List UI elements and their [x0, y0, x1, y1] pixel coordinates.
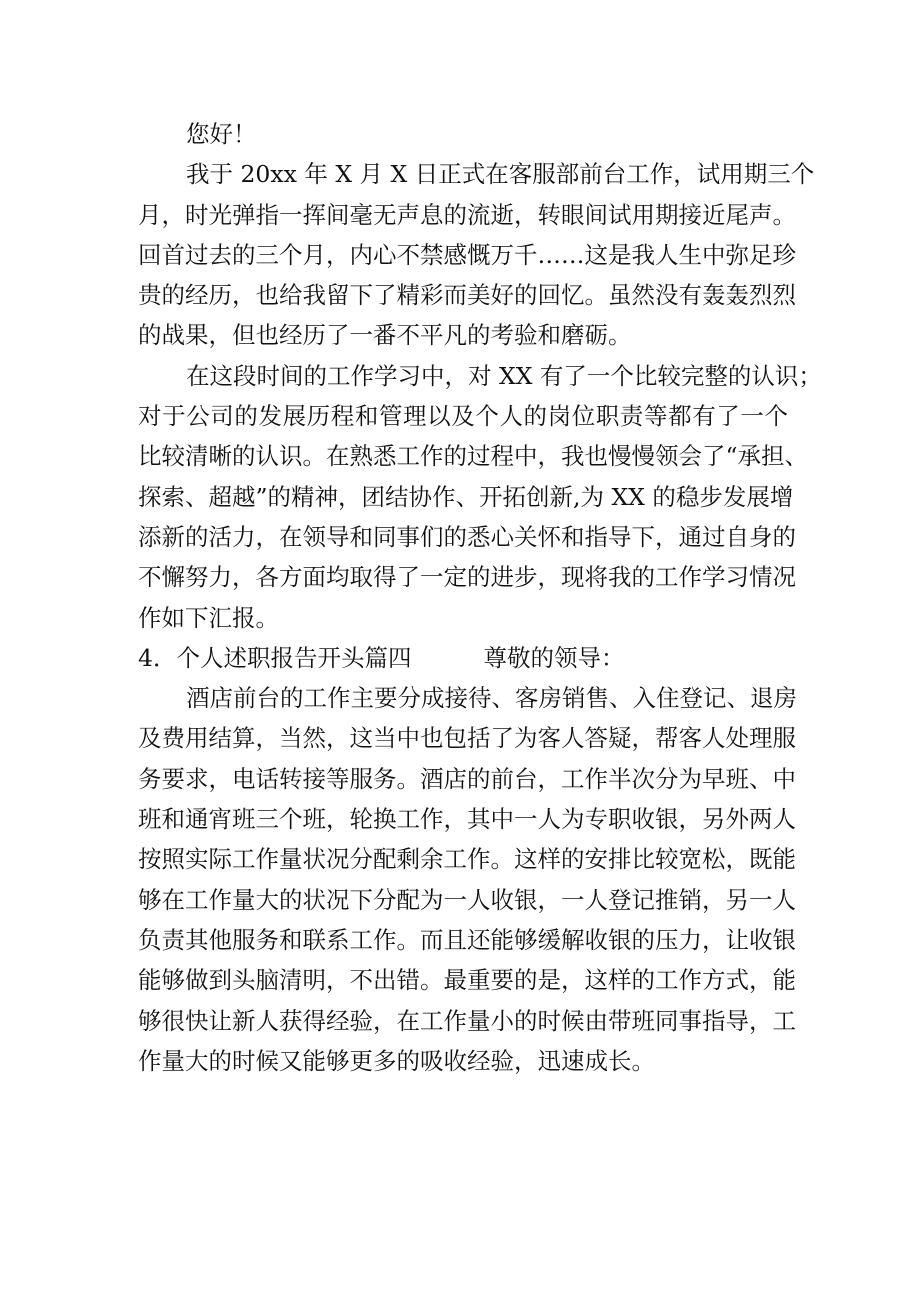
paragraph-line: 比较清晰的认识。在熟悉工作的过程中，我也慢慢领会了“承担、	[138, 442, 809, 471]
section-heading: 4．个人述职报告开头篇四	[138, 643, 412, 672]
paragraph-line: 及费用结算，当然，这当中也包括了为客人答疑，帮客人处理服	[138, 724, 796, 753]
paragraph-line: 能够做到头脑清明，不出错。最重要的是，这样的工作方式，能	[138, 966, 796, 995]
paragraph-line: 够很快让新人获得经验，在工作量小的时候由带班同事指导，工	[138, 1006, 796, 1035]
section-heading-row	[138, 638, 788, 678]
paragraph-line: 的战果，但也经历了一番不平凡的考验和磨砺。	[138, 321, 632, 350]
paragraph-1	[138, 154, 815, 355]
greeting: 您好！	[186, 120, 257, 148]
paragraph-line: 在这段时间的工作学习中，对 XX 有了一个比较完整的认识；	[186, 361, 822, 390]
paragraph-line: 作量大的时候又能够更多的吸收经验，迅速成长。	[138, 1046, 655, 1075]
paragraph-line: 班和通宵班三个班，轮换工作，其中一人为专职收银，另外两人	[138, 805, 796, 834]
document-body	[138, 114, 822, 1081]
paragraph-line: 贵的经历，也给我留下了精彩而美好的回忆。虽然没有轰轰烈烈	[138, 281, 796, 310]
section-salutation: 尊敬的领导：	[483, 643, 625, 672]
paragraph-line: 回首过去的三个月，内心不禁感慨万千……这是我人生中弥足珍	[138, 240, 796, 269]
paragraph-line: 我于 20xx 年 X 月 X 日正式在客服部前台工作，试用期三个	[186, 160, 815, 189]
paragraph-line: 探索、超越”的精神，团结协作、开拓创新,为 XX 的稳步发展增	[138, 482, 794, 511]
paragraph-line: 作如下汇报。	[138, 603, 279, 632]
paragraph-line: 不懈努力，各方面均取得了一定的进步，现将我的工作学习情况	[138, 563, 796, 592]
paragraph-line: 酒店前台的工作主要分成接待、客房销售、入住登记、退房	[186, 684, 797, 713]
paragraph-line: 负责其他服务和联系工作。而且还能够缓解收银的压力，让收银	[138, 925, 796, 954]
paragraph-line: 务要求，电话转接等服务。酒店的前台，工作半次分为早班、中	[138, 764, 796, 793]
paragraph-line: 月，时光弹指一挥间毫无声息的流逝，转眼间试用期接近尾声。	[138, 200, 796, 229]
paragraph-line: 对于公司的发展历程和管理以及个人的岗位职责等都有了一个	[138, 402, 788, 431]
paragraph-3	[138, 678, 797, 1081]
paragraph-2	[138, 356, 822, 638]
paragraph-line: 按照实际工作量状况分配剩余工作。这样的安排比较宽松，既能	[138, 845, 796, 874]
paragraph-line: 添新的活力，在领导和同事们的悉心关怀和指导下，通过自身的	[138, 522, 796, 551]
paragraph-line: 够在工作量大的状况下分配为一人收银，一人登记推销，另一人	[138, 885, 796, 914]
